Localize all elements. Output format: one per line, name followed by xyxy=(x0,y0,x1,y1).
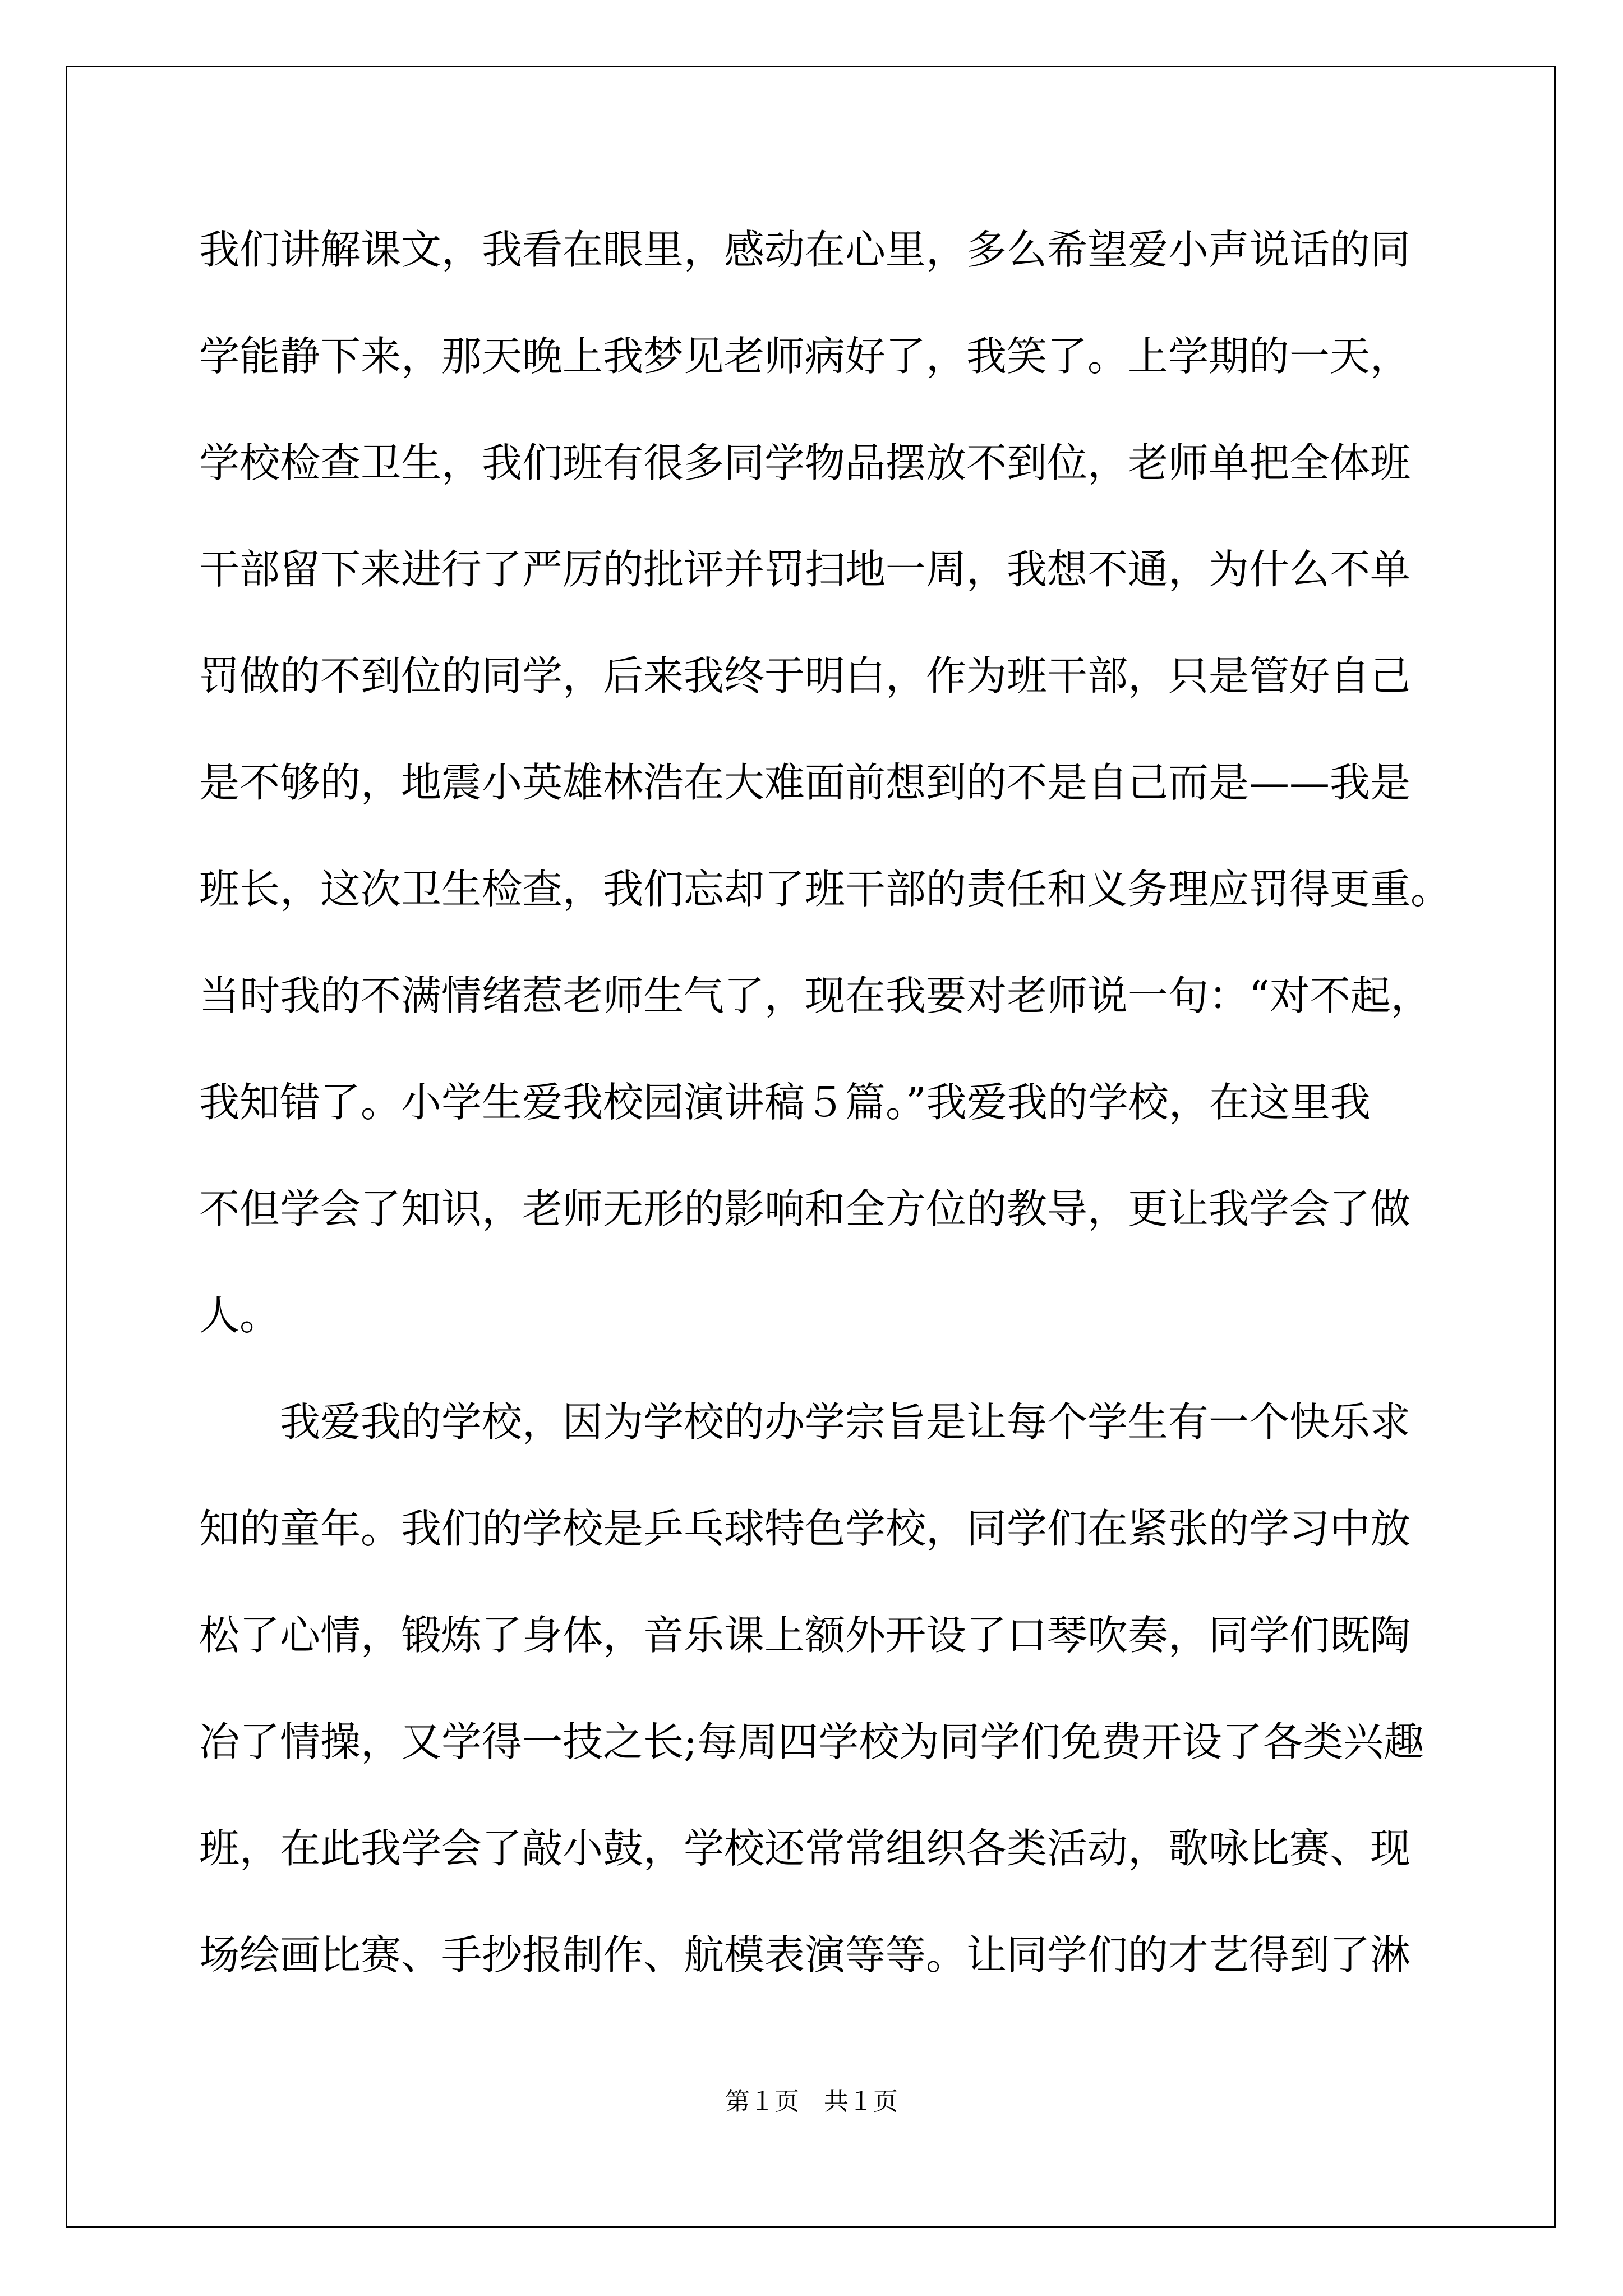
text-line: 我知错了。小学生爱我校园演讲稿５篇。”我爱我的学校，在这里我 xyxy=(199,1079,1371,1126)
paragraph-first-line: 我爱我的学校，因为学校的办学宗旨是让每个学生有一个快乐求 xyxy=(280,1398,1411,1446)
text-line: 罚做的不到位的同学，后来我终于明白，作为班干部，只是管好自己 xyxy=(199,652,1411,700)
text-line: 场绘画比赛、手抄报制作、航模表演等等。让同学们的才艺得到了淋 xyxy=(199,1931,1411,1978)
text-line: 是不够的，地震小英雄林浩在大难面前想到的不是自己而是——我是 xyxy=(199,759,1411,806)
text-line: 班长，这次卫生检查，我们忘却了班干部的责任和义务理应罚得更重。 xyxy=(199,866,1451,913)
document-body xyxy=(199,213,1451,2025)
text-line: 干部留下来进行了严厉的批评并罚扫地一周，我想不通，为什么不单 xyxy=(199,546,1411,593)
text-line: 我们讲解课文，我看在眼里，感动在心里，多么希望爱小声说话的同 xyxy=(199,226,1411,273)
text-line: 人。 xyxy=(199,1292,280,1339)
text-line: 学能静下来，那天晚上我梦见老师病好了，我笑了。上学期的一天， xyxy=(199,333,1411,380)
text-line: 知的童年。我们的学校是乒乓球特色学校，同学们在紧张的学习中放 xyxy=(199,1505,1411,1552)
text-line: 不但学会了知识，老师无形的影响和全方位的教导，更让我学会了做 xyxy=(199,1185,1411,1232)
text-line: 冶了情操，又学得一技之长;每周四学校为同学们免费开设了各类兴趣 xyxy=(199,1718,1424,1765)
text-line: 松了心情，锻炼了身体，音乐课上额外开设了口琴吹奏，同学们既陶 xyxy=(199,1612,1411,1659)
text-line: 班，在此我学会了敲小鼓，学校还常常组织各类活动，歌咏比赛、现 xyxy=(199,1825,1411,1872)
text-line: 学校检查卫生，我们班有很多同学物品摆放不到位，老师单把全体班 xyxy=(199,439,1411,486)
text-line: 当时我的不满情绪惹老师生气了，现在我要对老师说一句：“对不起， xyxy=(199,972,1431,1019)
page-footer: 第１页 共１页 xyxy=(725,2087,898,2116)
